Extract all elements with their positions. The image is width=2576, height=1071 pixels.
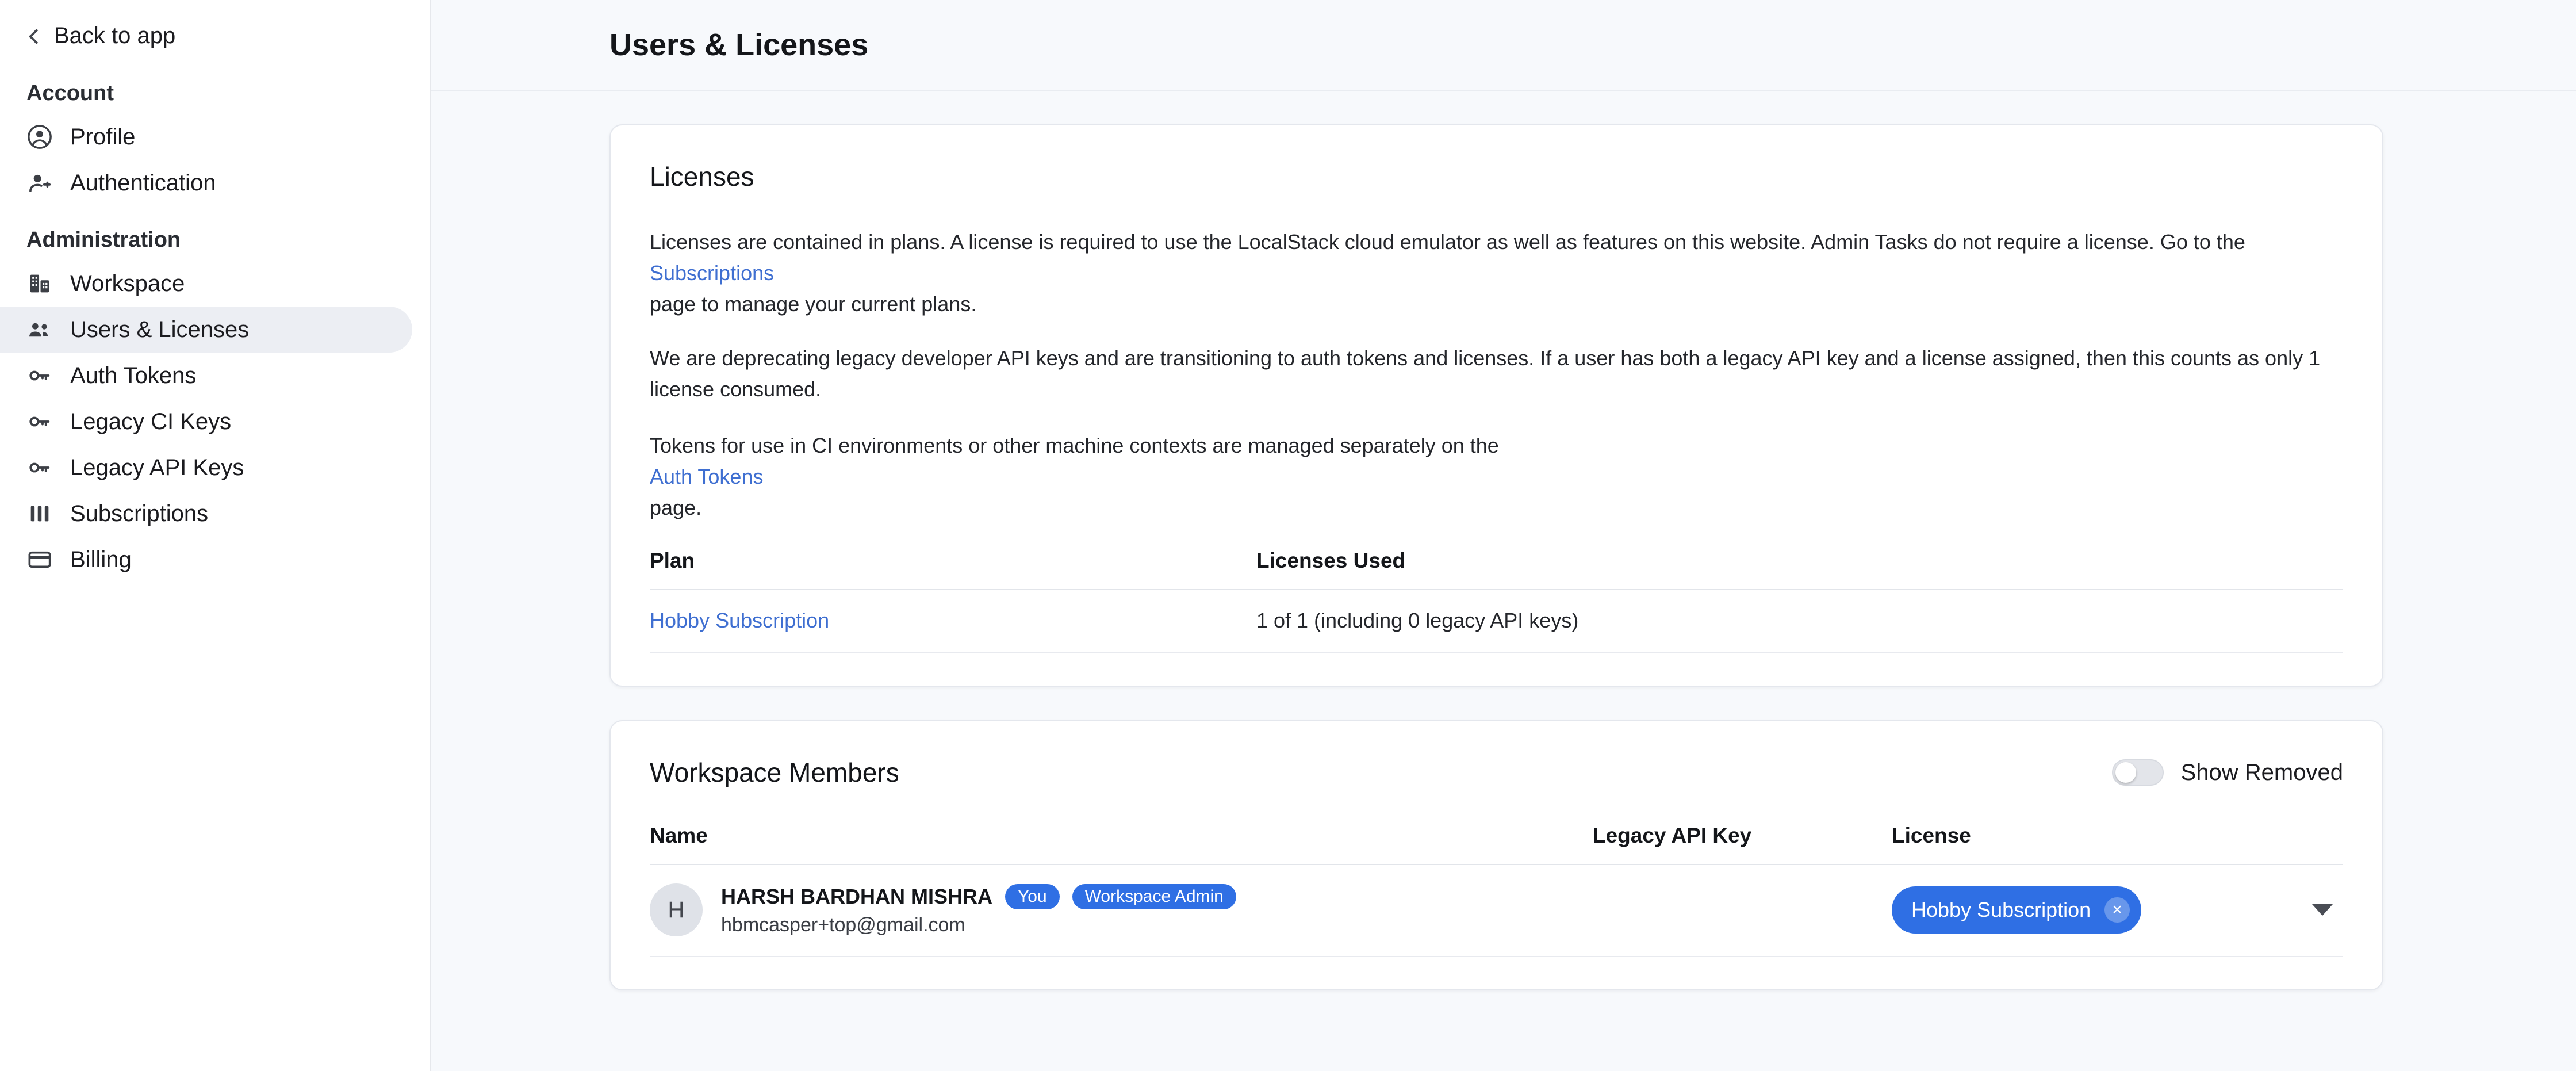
column-header-actions bbox=[2294, 824, 2343, 865]
cell-row-actions bbox=[2294, 865, 2343, 957]
key-icon bbox=[26, 362, 53, 389]
sidebar-item-authentication[interactable] bbox=[0, 160, 412, 206]
status-badge-workspace-admin: Workspace Admin bbox=[1072, 884, 1236, 909]
sidebar-item-auth-tokens[interactable] bbox=[0, 353, 412, 399]
show-removed-label: Show Removed bbox=[2180, 759, 2343, 785]
cell-license bbox=[1892, 865, 2294, 957]
sidebar-item-label: Workspace bbox=[70, 270, 185, 296]
member-name-row bbox=[721, 884, 1236, 909]
column-header-plan: Plan bbox=[650, 549, 1256, 590]
back-to-app-button[interactable] bbox=[0, 13, 430, 59]
member-email: hbmcasper+top@gmail.com bbox=[721, 913, 965, 936]
people-icon bbox=[26, 316, 53, 343]
sidebar-item-profile[interactable] bbox=[0, 114, 412, 160]
sidebar-item-label: Profile bbox=[70, 124, 136, 150]
sidebar-item-label: Legacy API Keys bbox=[70, 454, 244, 480]
chevron-down-icon[interactable] bbox=[2312, 904, 2333, 916]
card-icon bbox=[26, 546, 53, 573]
auth-tokens-link[interactable]: Auth Tokens bbox=[650, 465, 764, 488]
cell-plan bbox=[650, 590, 1256, 653]
member-identity bbox=[650, 883, 1593, 936]
sidebar-section-account-title: Account bbox=[26, 81, 114, 105]
column-header-name: Name bbox=[650, 824, 1593, 865]
licenses-paragraph-2: We are deprecating legacy developer API keys and are transitioning to auth tokens and licenses. If a user has both a legacy API key and a license assigned, then this counts as only 1 license consumed. bbox=[650, 346, 2321, 401]
sidebar-item-label: Legacy CI Keys bbox=[70, 408, 232, 434]
page-header bbox=[431, 0, 2576, 91]
table-row bbox=[650, 590, 2343, 653]
person-icon bbox=[26, 124, 53, 150]
sidebar-item-legacy-ci-keys[interactable] bbox=[0, 399, 412, 445]
show-removed-control[interactable] bbox=[2112, 759, 2343, 786]
sidebar-item-label: Billing bbox=[70, 546, 132, 572]
key-icon bbox=[26, 454, 53, 481]
licenses-paragraph-3-text: Tokens for use in CI environments or other machine contexts are managed separately on the bbox=[650, 434, 1499, 457]
close-icon[interactable]: × bbox=[2104, 897, 2130, 923]
plan-link[interactable]: Hobby Subscription bbox=[650, 609, 830, 632]
table-header-row bbox=[650, 824, 2343, 865]
member-info bbox=[721, 884, 1236, 936]
sidebar-item-workspace[interactable] bbox=[0, 261, 412, 307]
back-to-app-label: Back to app bbox=[54, 23, 176, 48]
cell-licenses-used: 1 of 1 (including 0 legacy API keys) bbox=[1256, 590, 1895, 653]
avatar: H bbox=[650, 883, 703, 936]
cell-legacy-api-key bbox=[1593, 865, 1892, 957]
building-icon bbox=[26, 270, 53, 297]
sidebar-section-administration-title: Administration bbox=[26, 228, 181, 252]
licenses-paragraph-1-text: Licenses are contained in plans. A license is required to use the LocalStack cloud emulator as well as features on this website. Admin Tasks do not require a license. Go to the bbox=[650, 230, 2245, 254]
members-card-header bbox=[650, 757, 2343, 788]
workspace-members-card bbox=[610, 720, 2383, 990]
licenses-table bbox=[650, 549, 2343, 653]
sidebar-item-label: Auth Tokens bbox=[70, 362, 197, 388]
content-area bbox=[431, 91, 2576, 990]
licenses-card-title: Licenses bbox=[650, 162, 754, 192]
sidebar-item-billing[interactable] bbox=[0, 537, 412, 583]
column-header-legacy-api-key: Legacy API Key bbox=[1593, 824, 1892, 865]
member-name: HARSH BARDHAN MISHRA bbox=[721, 884, 992, 908]
column-header-license: License bbox=[1892, 824, 2294, 865]
show-removed-toggle[interactable] bbox=[2112, 759, 2164, 786]
table-header-row bbox=[650, 549, 2343, 590]
table-row bbox=[650, 865, 2343, 957]
page-title: Users & Licenses bbox=[610, 28, 869, 62]
main-content bbox=[431, 0, 2576, 1071]
subscriptions-link[interactable]: Subscriptions bbox=[650, 261, 775, 285]
column-header-spacer bbox=[1895, 549, 2343, 590]
cell-spacer bbox=[1895, 590, 2343, 653]
licenses-card bbox=[610, 124, 2383, 687]
person-key-icon bbox=[26, 170, 53, 196]
licenses-paragraph-1 bbox=[650, 227, 2343, 320]
licenses-paragraph-3-tail: page. bbox=[650, 496, 702, 519]
sidebar-item-users-licenses[interactable] bbox=[0, 307, 412, 353]
sidebar-item-label: Authentication bbox=[70, 170, 216, 196]
license-chip-label: Hobby Subscription bbox=[1911, 898, 2091, 921]
column-header-licenses-used: Licenses Used bbox=[1256, 549, 1895, 590]
key-icon bbox=[26, 408, 53, 435]
cell-member bbox=[650, 865, 1593, 957]
sidebar-item-label: Users & Licenses bbox=[70, 316, 250, 342]
licenses-paragraph-3 bbox=[650, 430, 2343, 523]
sidebar bbox=[0, 0, 431, 1071]
licenses-paragraph-1-tail: page to manage your current plans. bbox=[650, 292, 977, 316]
columns-icon bbox=[26, 500, 53, 527]
sidebar-item-legacy-api-keys[interactable] bbox=[0, 445, 412, 491]
members-table bbox=[650, 824, 2343, 957]
license-chip[interactable] bbox=[1892, 886, 2141, 934]
sidebar-item-subscriptions[interactable] bbox=[0, 491, 412, 537]
sidebar-item-label: Subscriptions bbox=[70, 500, 209, 526]
status-badge-you: You bbox=[1005, 884, 1060, 909]
chevron-left-icon bbox=[26, 29, 41, 44]
members-card-title: Workspace Members bbox=[650, 758, 899, 787]
